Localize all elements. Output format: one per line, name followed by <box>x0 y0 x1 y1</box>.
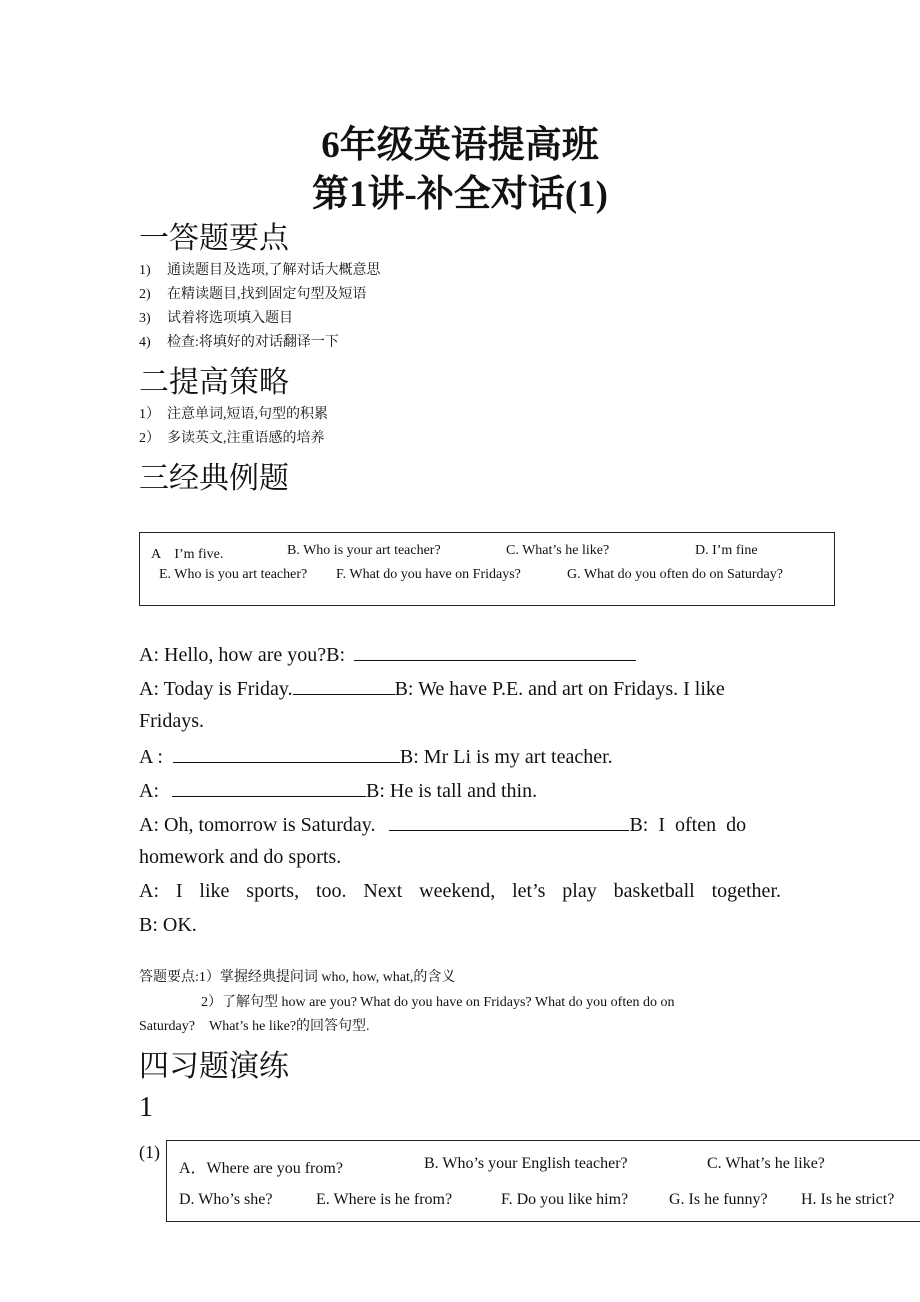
dialog-line-5: A: B: He is tall and thin. <box>139 780 538 802</box>
dialog-line-9: B: OK. <box>139 914 197 936</box>
exercise-option-d: D. Who’s she? <box>179 1191 273 1208</box>
option-c: C. What’s he like? <box>506 543 610 558</box>
note-line-2: 2）了解句型 how are you? What do you have on Fridays? What do you often do on <box>201 995 675 1010</box>
page-subtitle: 第1讲-补全对话(1) <box>312 174 608 215</box>
exercise-sub-number: (1) <box>139 1142 160 1162</box>
dialog-line-7: homework and do sports. <box>139 846 342 868</box>
exercise-option-g: G. Is he funny? <box>669 1191 768 1208</box>
dialog-line-2: A: Today is Friday. B: We have P.E. and art on Fridays. I like <box>139 678 725 700</box>
dialog-line-3: Fridays. <box>139 710 204 732</box>
dialog-line-8: A: I like sports, too. Next weekend, let’s play basketball together. <box>139 880 781 902</box>
option-e: E. Who is you art teacher? <box>159 567 308 582</box>
answer-blank-2[interactable] <box>293 676 395 695</box>
point-1-1: 1) 通读题目及选项,了解对话大概意思 <box>139 263 381 278</box>
point-2-1: 1） 注意单词,短语,句型的积累 <box>139 407 328 422</box>
section-heading-1: 一答题要点 <box>139 221 289 256</box>
page-title: 6年级英语提高班 <box>321 125 599 166</box>
section-heading-3: 三经典例题 <box>139 461 289 496</box>
option-b: B. Who is your art teacher? <box>287 543 441 558</box>
exercise-option-c: C. What’s he like? <box>707 1155 825 1172</box>
point-1-3: 3) 试着将选项填入题目 <box>139 311 293 326</box>
option-a: A I’m five. <box>151 547 224 562</box>
point-2-2: 2） 多读英文,注重语感的培养 <box>139 431 325 446</box>
exercise-option-f: F. Do you like him? <box>501 1191 629 1208</box>
exercise-options-box <box>166 1140 920 1222</box>
answer-blank-4[interactable] <box>172 778 366 797</box>
exercise-option-b: B. Who’s your English teacher? <box>424 1155 628 1172</box>
answer-blank-1[interactable] <box>354 642 636 661</box>
option-d: D. I’m fine <box>695 543 758 558</box>
option-g: G. What do you often do on Saturday? <box>567 567 783 582</box>
exercise-option-e: E. Where is he from? <box>316 1191 453 1208</box>
note-line-3: Saturday? What’s he like?的回答句型. <box>139 1019 370 1034</box>
note-line-1: 答题要点:1）掌握经典提问词 who, how, what,的含义 <box>139 970 456 985</box>
exercise-option-h: H. Is he strict? <box>801 1191 895 1208</box>
dialog-line-1: A: Hello, how are you?B: <box>139 642 636 667</box>
exercise-number: 1 <box>139 1092 153 1123</box>
option-f: F. What do you have on Fridays? <box>336 567 521 582</box>
dialog-line-4: A : B: Mr Li is my art teacher. <box>139 746 613 768</box>
dialog-line-6: A: Oh, tomorrow is Saturday. B: I often do <box>139 814 747 836</box>
section-heading-4: 四习题演练 <box>139 1049 289 1084</box>
point-1-2: 2) 在精读题目,找到固定句型及短语 <box>139 287 367 302</box>
answer-blank-5[interactable] <box>389 812 629 831</box>
section-heading-2: 二提高策略 <box>139 365 289 400</box>
point-1-4: 4) 检查:将填好的对话翻译一下 <box>139 335 339 350</box>
answer-blank-3[interactable] <box>173 744 400 763</box>
exercise-option-a: A．Where are you from? <box>179 1160 343 1177</box>
